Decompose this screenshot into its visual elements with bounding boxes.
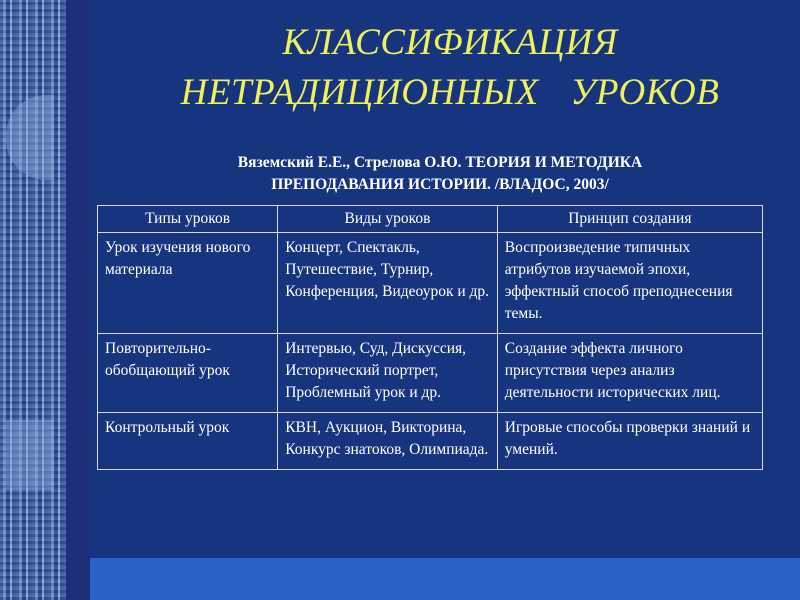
decorative-block: [6, 420, 54, 490]
table-header-row: [98, 206, 763, 233]
bottom-band: [90, 558, 800, 600]
cell-type: Урок изучения нового материала: [98, 233, 278, 334]
decorative-stripe-panel: [0, 0, 66, 600]
cell-principle: Создание эффекта личного присутствия через анализ деятельности исторических лиц.: [497, 334, 762, 413]
table-row: [98, 233, 763, 334]
title-line-2: НЕТРАДИЦИОННЫХ УРОКОВ: [180, 72, 720, 113]
header-kinds: Виды уроков: [278, 206, 498, 233]
source-line-2: ПРЕПОДАВАНИЯ ИСТОРИИ. /ВЛАДОС, 2003/: [271, 176, 609, 193]
decorative-block: [6, 95, 54, 180]
source-line-1: Вяземский Е.Е., Стрелова О.Ю. ТЕОРИЯ И МЕТОДИКА: [237, 154, 643, 171]
title-line-1: КЛАССИФИКАЦИЯ: [282, 22, 618, 63]
source-citation: [140, 152, 740, 196]
slide-title: [100, 18, 800, 118]
header-types: Типы уроков: [98, 206, 278, 233]
cell-principle: Игровые способы проверки знаний и умений.: [497, 413, 762, 470]
cell-principle: Воспроизведение типичных атрибутов изучаемой эпохи, эффектный способ преподнесения темы.: [497, 233, 762, 334]
classification-table: [97, 205, 763, 470]
cell-kinds: Концерт, Спектакль, Путешествие, Турнир, Конференция, Видеоурок и др.: [278, 233, 498, 334]
cell-type: Контрольный урок: [98, 413, 278, 470]
table-row: [98, 334, 763, 413]
decorative-band: [66, 0, 90, 600]
cell-kinds: КВН, Аукцион, Викторина, Конкурс знатоков, Олимпиада.: [278, 413, 498, 470]
table-row: [98, 413, 763, 470]
cell-kinds: Интервью, Суд, Дискуссия, Исторический портрет, Проблемный урок и др.: [278, 334, 498, 413]
cell-type: Повторительно-обобщающий урок: [98, 334, 278, 413]
header-principle: Принцип создания: [497, 206, 762, 233]
